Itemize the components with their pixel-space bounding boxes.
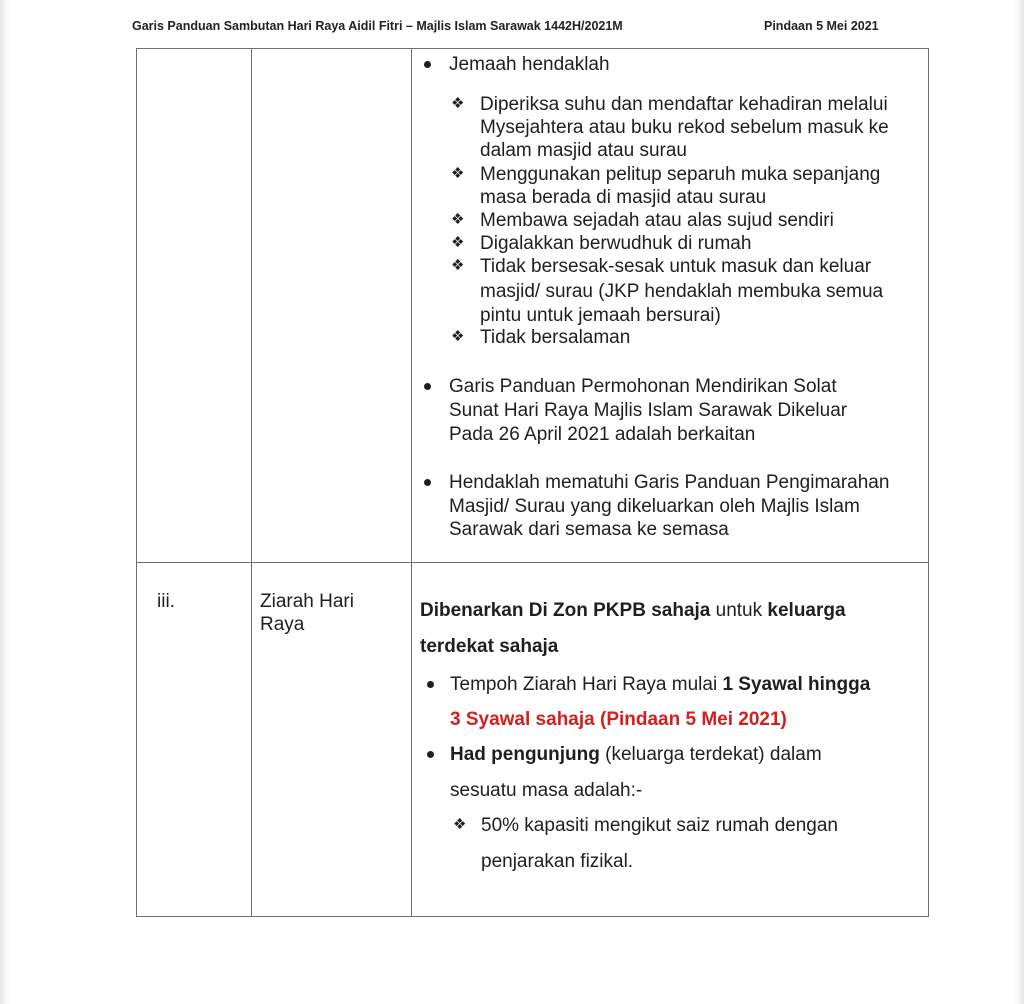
normal-text: untuk xyxy=(710,600,768,621)
diamond-bullet-icon: ❖ xyxy=(451,211,465,228)
subitem-sejadah: Membawa sejadah atau alas sujud sendiri xyxy=(480,210,834,231)
bullet-mematuhi-line1: Hendaklah mematuhi Garis Panduan Pengimarahan xyxy=(449,472,890,493)
subitem-bersalaman: Tidak bersalaman xyxy=(480,327,631,348)
diamond-bullet-icon: ❖ xyxy=(451,234,465,251)
subitem-bersesak-line3: pintu untuk jemaah bersurai) xyxy=(480,305,721,326)
bullet-dot xyxy=(424,61,431,68)
bullet-had-line2: sesuatu masa adalah:- xyxy=(450,780,643,801)
document-header-revision: Pindaan 5 Mei 2021 xyxy=(764,19,879,33)
normal-text: Tempoh Ziarah Hari Raya mulai xyxy=(450,674,723,695)
diamond-bullet-icon: ❖ xyxy=(453,816,467,833)
table-column-divider xyxy=(411,49,412,916)
subitem-diperiksa-line2: Mysejahtera atau buku rekod sebelum masuk ke xyxy=(480,117,889,138)
subitem-kapasiti-line2: penjarakan fizikal. xyxy=(481,851,634,872)
subitem-kapasiti-line1: 50% kapasiti mengikut saiz rumah dengan xyxy=(481,815,838,836)
subitem-berwudhuk: Digalakkan berwudhuk di rumah xyxy=(480,233,752,254)
table-column-divider xyxy=(251,49,252,916)
permission-statement-line2: terdekat sahaja xyxy=(420,636,559,657)
bullet-mematuhi-line3: Sarawak dari semasa ke semasa xyxy=(449,519,729,540)
normal-text: (keluarga terdekat) dalam xyxy=(599,744,822,765)
bold-text: 1 Syawal hingga xyxy=(722,674,871,695)
bold-text: Dibenarkan Di Zon PKPB sahaja xyxy=(420,600,711,621)
page-shadow-right xyxy=(1014,0,1024,1004)
bullet-dot xyxy=(424,383,431,390)
bullet-dot xyxy=(427,681,434,688)
bold-text: Had pengunjung xyxy=(450,744,600,765)
page-shadow-left xyxy=(0,0,10,1004)
permission-statement-line1 xyxy=(420,599,846,622)
table-row-divider xyxy=(137,562,928,563)
row-topic-line1: Ziarah Hari xyxy=(260,591,354,612)
diamond-bullet-icon: ❖ xyxy=(451,257,465,274)
bold-text: keluarga xyxy=(767,600,846,621)
bullet-garis-panduan-line1: Garis Panduan Permohonan Mendirikan Solat xyxy=(449,376,837,397)
row-topic-line2: Raya xyxy=(260,614,305,635)
diamond-bullet-icon: ❖ xyxy=(451,165,465,182)
diamond-bullet-icon: ❖ xyxy=(451,95,465,112)
diamond-bullet-icon: ❖ xyxy=(451,328,465,345)
bullet-garis-panduan-line2: Sunat Hari Raya Majlis Islam Sarawak Dikeluar xyxy=(449,400,848,421)
bullet-mematuhi-line2: Masjid/ Surau yang dikeluarkan oleh Majlis Islam xyxy=(449,496,860,517)
row-number: iii. xyxy=(157,591,175,612)
bullet-dot xyxy=(427,751,434,758)
bullet-jemaah-hendaklah: Jemaah hendaklah xyxy=(449,54,610,75)
bullet-had-line1 xyxy=(450,743,822,766)
bullet-dot xyxy=(424,479,431,486)
subitem-diperiksa-line1: Diperiksa suhu dan mendaftar kehadiran melalui xyxy=(480,94,888,115)
bullet-tempoh-line2-amendment: 3 Syawal sahaja (Pindaan 5 Mei 2021) xyxy=(450,709,787,730)
subitem-diperiksa-line3: dalam masjid atau surau xyxy=(480,140,687,161)
subitem-pelitup-line1: Menggunakan pelitup separuh muka sepanjang xyxy=(480,164,881,185)
bullet-garis-panduan-line3: Pada 26 April 2021 adalah berkaitan xyxy=(449,424,756,445)
subitem-bersesak-line2: masjid/ surau (JKP hendaklah membuka semua xyxy=(480,281,884,302)
document-header-title: Garis Panduan Sambutan Hari Raya Aidil Fitri – Majlis Islam Sarawak 1442H/2021M xyxy=(132,19,623,33)
subitem-pelitup-line2: masa berada di masjid atau surau xyxy=(480,187,767,208)
bullet-tempoh-line1 xyxy=(450,673,870,696)
subitem-bersesak-line1: Tidak bersesak-sesak untuk masuk dan keluar xyxy=(480,256,872,277)
